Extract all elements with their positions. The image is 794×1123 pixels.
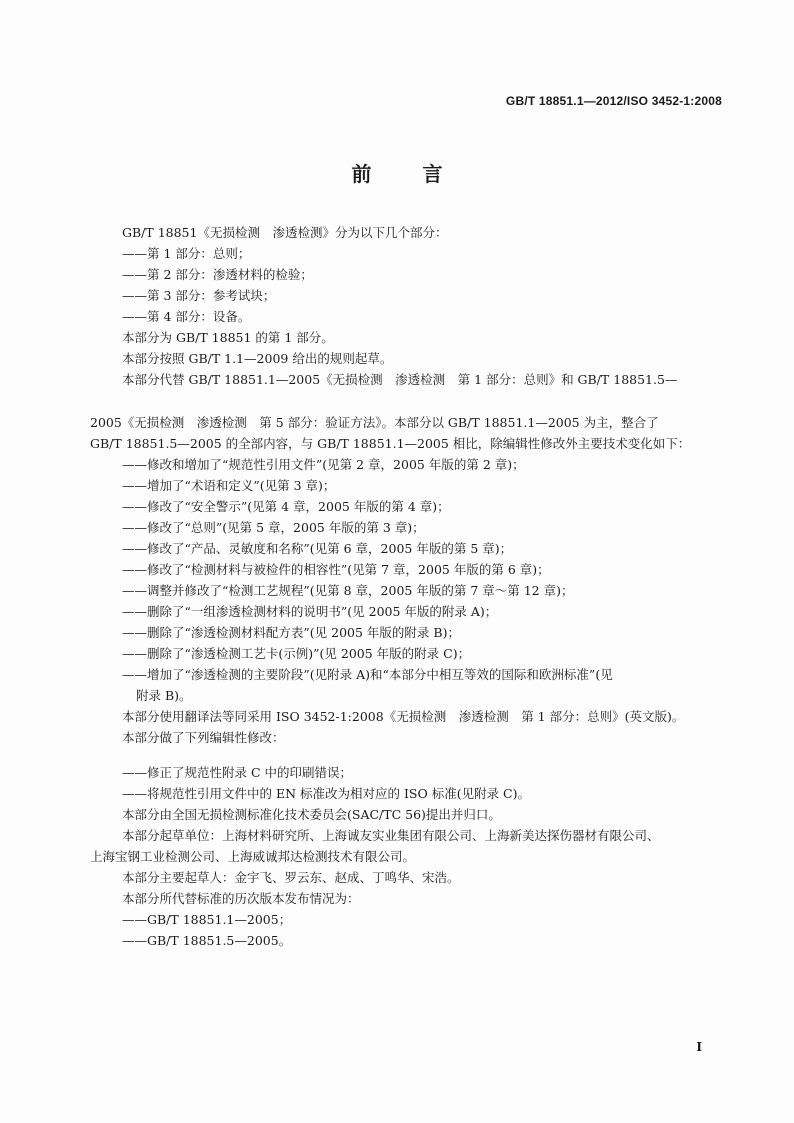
paragraph-continuation: 上海宝钢工业检测公司、上海威诚邦达检测技术有限公司。 xyxy=(90,849,416,864)
list-item: ——修改了“安全警示”(见第 4 章，2005 年版的第 4 章)； xyxy=(122,499,450,514)
foreword-body xyxy=(90,222,734,951)
list-item-continuation: 附录 B)。 xyxy=(136,688,192,703)
list-item: ——修改了“检测材料与被检件的相容性”(见第 7 章，2005 年版的第 6 章)； xyxy=(122,562,550,577)
list-item: ——增加了“术语和定义”(见第 3 章)； xyxy=(122,478,336,493)
list-item: ——第 3 部分：参考试块； xyxy=(122,288,276,303)
paragraph: 本部分使用翻译法等同采用 ISO 3452-1:2008《无损检测 渗透检测 第 1 部分：总则》(英文版)。 xyxy=(122,709,685,724)
paragraph: 本部分主要起草人：金宇飞、罗云东、赵成、丁鸣华、宋浩。 xyxy=(122,870,460,885)
list-item: ——将规范性引用文件中的 EN 标准改为相对应的 ISO 标准(见附录 C)。 xyxy=(122,786,530,801)
list-item: ——修改了“产品、灵敏度和名称”(见第 6 章，2005 年版的第 5 章)； xyxy=(122,541,513,556)
list-item: ——删除了“渗透检测材料配方表”(见 2005 年版的附录 B)； xyxy=(122,625,460,640)
paragraph: 本部分按照 GB/T 1.1—2009 给出的规则起草。 xyxy=(122,351,393,366)
paragraph: 本部分起草单位：上海材料研究所、上海诚友实业集团有限公司、上海新美达探伤器材有限公司、 xyxy=(122,828,660,843)
list-item: ——修改和增加了“规范性引用文件”(见第 2 章，2005 年版的第 2 章)； xyxy=(122,457,525,472)
list-item: ——删除了“一组渗透检测材料的说明书”(见 2005 年版的附录 A)； xyxy=(122,604,498,619)
paragraph: 本部分为 GB/T 18851 的第 1 部分。 xyxy=(122,330,334,345)
list-item: ——删除了“渗透检测工艺卡(示例)”(见 2005 年版的附录 C)； xyxy=(122,646,471,661)
paragraph-continuation: GB/T 18851.5—2005 的全部内容，与 GB/T 18851.1—2005 相比，除编辑性修改外主要技术变化如下： xyxy=(90,436,691,451)
list-item: ——第 4 部分：设备。 xyxy=(122,309,251,324)
paragraph: GB/T 18851《无损检测 渗透检测》分为以下几个部分： xyxy=(122,225,448,240)
paragraph: 本部分做了下列编辑性修改： xyxy=(122,730,285,745)
list-item: ——第 1 部分：总则； xyxy=(122,246,251,261)
list-item: ——修改了“总则”(见第 5 章，2005 年版的第 3 章)； xyxy=(122,520,425,535)
page-number: I xyxy=(696,1040,702,1054)
paragraph: 本部分由全国无损检测标准化技术委员会(SAC/TC 56)提出并归口。 xyxy=(122,807,501,822)
standard-number-header: GB/T 18851.1—2012/ISO 3452-1:2008 xyxy=(505,94,722,108)
list-item: ——调整并修改了“检测工艺规程”(见第 8 章，2005 年版的第 7 章～第 12 章)； xyxy=(122,583,574,598)
paragraph: 本部分所代替标准的历次版本发布情况为： xyxy=(122,891,360,906)
list-item: ——GB/T 18851.5—2005。 xyxy=(122,933,292,948)
paragraph: 本部分代替 GB/T 18851.1—2005《无损检测 渗透检测 第 1 部分：总则》和 GB/T 18851.5— xyxy=(122,372,678,387)
list-item: ——增加了“渗透检测的主要阶段”(见附录 A)和“本部分中相互等效的国际和欧洲标准”(见 xyxy=(122,667,613,682)
page-title: 前 言 xyxy=(351,162,465,186)
list-item: ——第 2 部分：渗透材料的检验； xyxy=(122,267,313,282)
list-item: ——GB/T 18851.1—2005； xyxy=(122,912,292,927)
list-item: ——修正了规范性附录 C 中的印刷错误； xyxy=(122,765,353,780)
paragraph-continuation: 2005《无损检测 渗透检测 第 5 部分：验证方法》。本部分以 GB/T 18851.1—2005 为主，整合了 xyxy=(90,415,659,430)
